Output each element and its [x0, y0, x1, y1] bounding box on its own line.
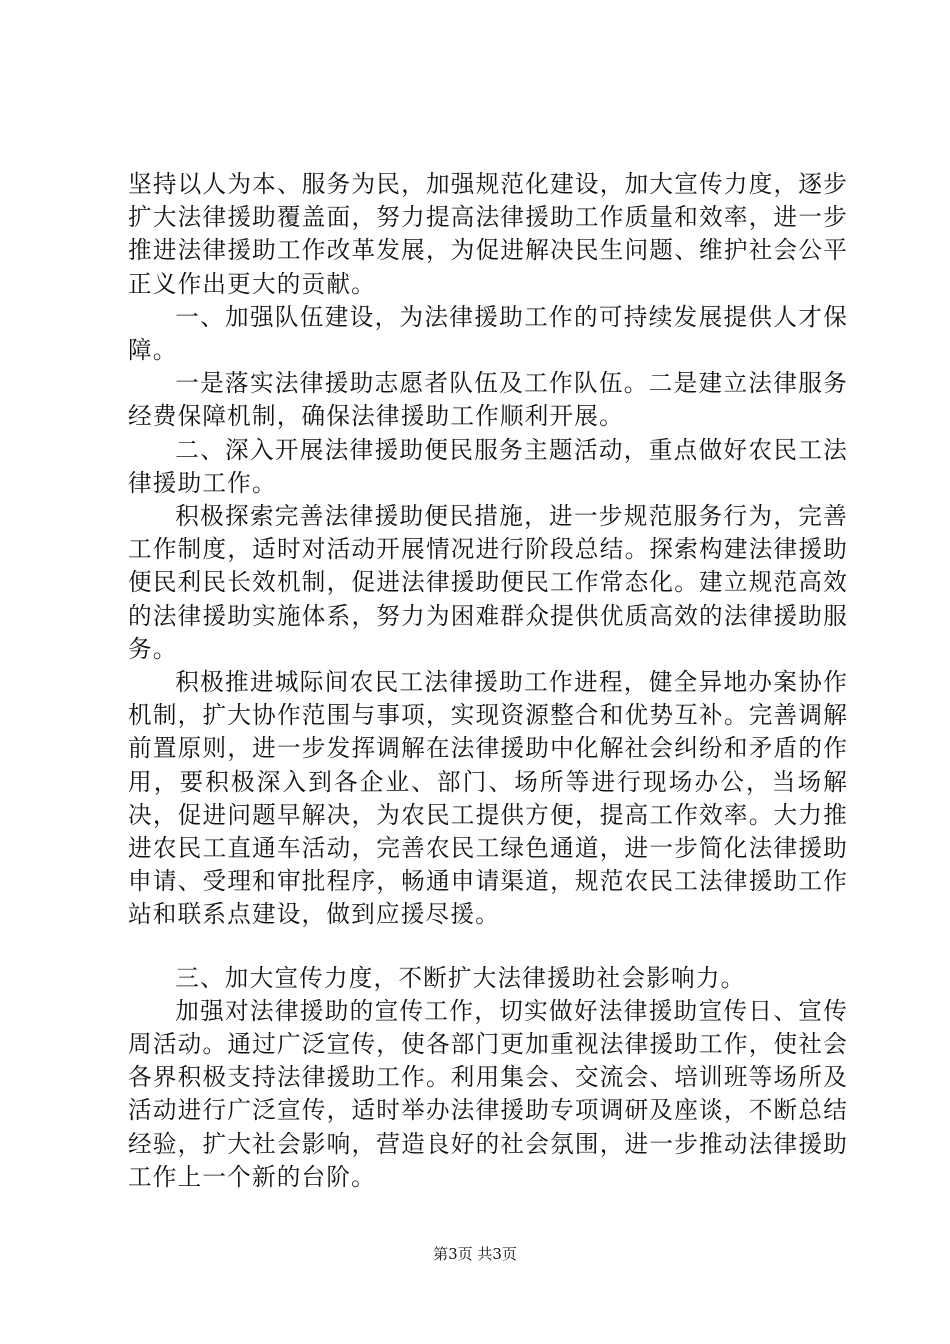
section-heading-1: 一、加强队伍建设，为法律援助工作的可持续发展提供人才保障。 [128, 302, 848, 365]
section-heading-3: 三、加大宣传力度，不断扩大法律援助社会影响力。 [175, 963, 746, 992]
paragraph-intro: 坚持以人为本、服务为民，加强规范化建设，加大宣传力度，逐步扩大法律援助覆盖面，努力提高法律援助工作质量和效率，进一步推进法律援助工作改革发展，为促进解决民生问题、维护社会公平正义作出更大的贡献。 [128, 170, 848, 298]
paragraph-section-2b: 积极推进城际间农民工法律援助工作进程，健全异地办案协作机制，扩大协作范围与事项，实现资源整合和优势互补。完善调解前置原则，进一步发挥调解在法律援助中化解社会纠纷和矛盾的作用，要积极深入到各企业、部门、场所等进行现场办公，当场解决，促进问题早解决，为农民工提供方便，提高工作效率。大力推进农民工直通车活动，完善农民工绿色通道，进一步简化法律援助申请、受理和审批程序，畅通申请渠道，规范农民工法律援助工作站和联系点建设，做到应援尽援。 [128, 668, 848, 929]
page-footer [0, 1244, 950, 1264]
section-heading-2: 二、深入开展法律援助便民服务主题活动，重点做好农民工法律援助工作。 [128, 435, 848, 497]
paragraph-section-2a: 积极探索完善法律援助便民措施，进一步规范服务行为，完善工作制度，适时对活动开展情况进行阶段总结。探索构建法律援助便民利民长效机制，促进法律援助便民工作常态化。建立规范高效的法律援助实施体系，努力为困难群众提供优质高效的法律援助服务。 [128, 502, 848, 663]
page-number-label: 第3页 共3页 [433, 1245, 517, 1263]
document-body [128, 168, 848, 1194]
paragraph-section-3: 加强对法律援助的宣传工作，切实做好法律援助宣传日、宣传周活动。通过广泛宣传，使各部门更加重视法律援助工作，使社会各界积极支持法律援助工作。利用集会、交流会、培训班等场所及活动进行广泛宣传，适时举办法律援助专项调研及座谈，不断总结经验，扩大社会影响，营造良好的社会氛围，进一步推动法律援助工作上一个新的台阶。 [128, 996, 848, 1191]
paragraph-section-1: 一是落实法律援助志愿者队伍及工作队伍。二是建立法律服务经费保障机制，确保法律援助工作顺利开展。 [128, 369, 848, 431]
